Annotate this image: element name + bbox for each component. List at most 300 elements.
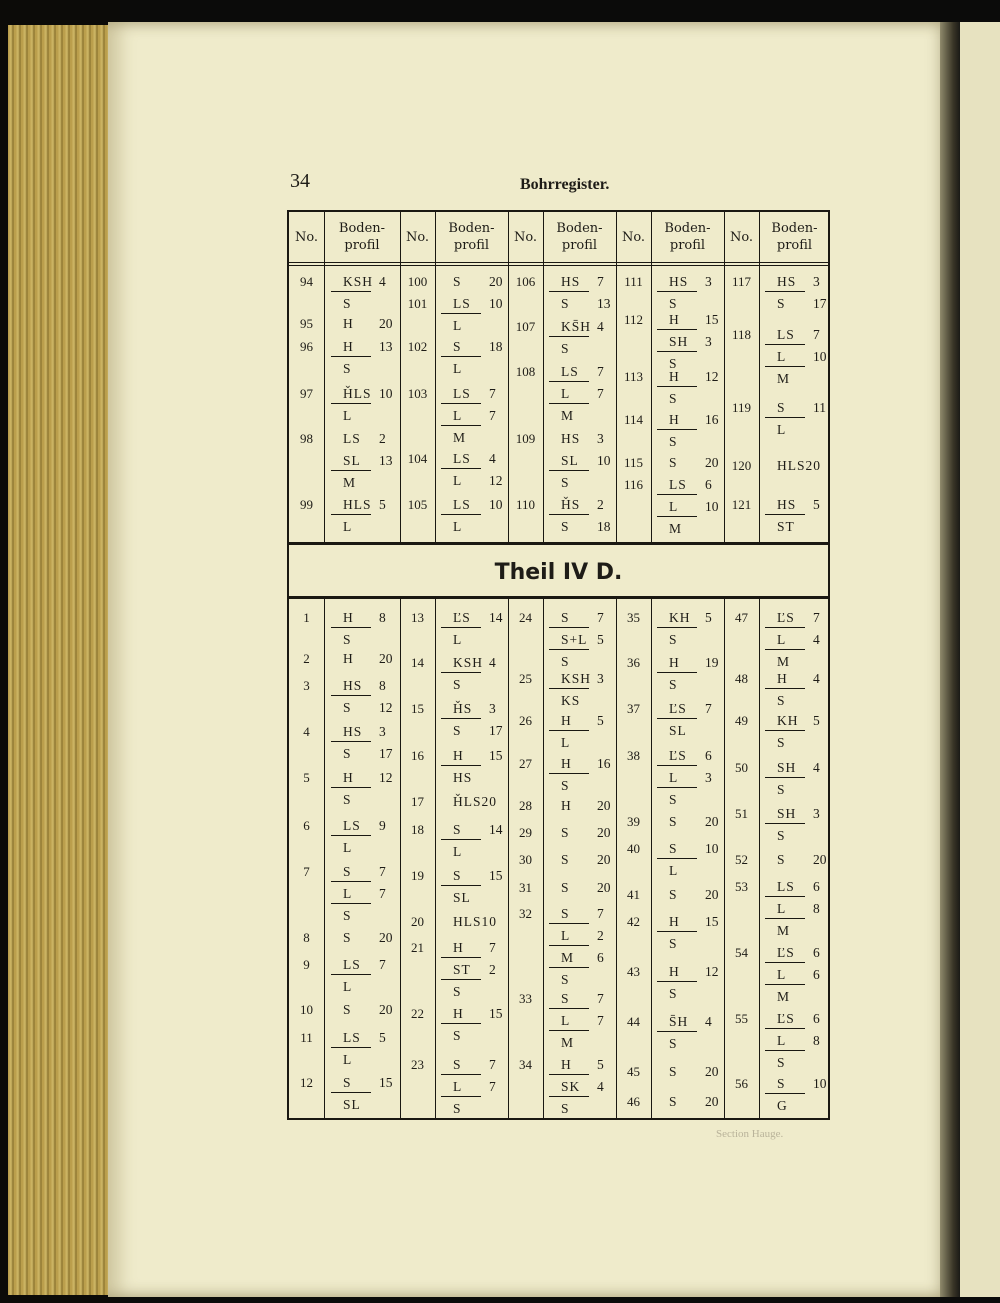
layer-code: M bbox=[669, 521, 683, 536]
layer-depth: 12 bbox=[379, 770, 393, 785]
borehole-number: 10 bbox=[300, 1002, 313, 1017]
layer-code: HLS10 bbox=[453, 914, 498, 929]
layer-code: LS bbox=[343, 818, 361, 833]
borehole-number: 5 bbox=[303, 770, 310, 785]
layer-code: H bbox=[343, 316, 354, 331]
layer-code: S bbox=[343, 1075, 352, 1090]
layer-code: H bbox=[343, 770, 354, 785]
layer-code: LS bbox=[453, 451, 471, 466]
borehole-number: 103 bbox=[407, 386, 428, 401]
column-rule bbox=[400, 212, 401, 542]
column-rule bbox=[724, 212, 725, 542]
layer-code: L bbox=[777, 967, 787, 982]
layer-code: LS bbox=[453, 296, 471, 311]
layer-code: ȞLS bbox=[343, 386, 372, 401]
layer-depth: 7 bbox=[489, 940, 496, 955]
borehole-number: 38 bbox=[627, 748, 640, 763]
profile-layer bbox=[765, 806, 820, 824]
borehole-number: 97 bbox=[300, 386, 313, 401]
borehole-number: 37 bbox=[627, 701, 640, 716]
profile-layer bbox=[331, 386, 393, 404]
layer-depth: 10 bbox=[813, 1076, 827, 1091]
layer-code: ST bbox=[777, 519, 795, 534]
layer-code: S bbox=[777, 1076, 786, 1091]
layer-code: L bbox=[453, 408, 463, 423]
layer-code: H bbox=[343, 339, 354, 354]
layer-code: S bbox=[669, 841, 678, 856]
profile-layer bbox=[657, 610, 712, 628]
layer-depth: 8 bbox=[813, 1033, 820, 1048]
borehole-number: 8 bbox=[303, 930, 310, 945]
layer-code: L bbox=[453, 519, 463, 534]
layer-code: S bbox=[343, 908, 352, 923]
page-number: 34 bbox=[290, 170, 310, 192]
profile-layer bbox=[765, 1076, 827, 1094]
layer-code: S bbox=[777, 782, 786, 797]
borehole-number: 55 bbox=[735, 1011, 748, 1026]
layer-code: L bbox=[669, 863, 679, 878]
profile-layer bbox=[331, 1030, 386, 1048]
profile-layer bbox=[441, 940, 496, 958]
layer-depth: 6 bbox=[705, 748, 712, 763]
profile-layer bbox=[657, 477, 712, 495]
layer-depth: 17 bbox=[379, 746, 393, 761]
layer-code: S bbox=[669, 1036, 678, 1051]
layer-code: S bbox=[669, 936, 678, 951]
layer-code: LS bbox=[343, 957, 361, 972]
profile-layer bbox=[765, 632, 820, 650]
profile-layer bbox=[331, 678, 386, 696]
borehole-number: 99 bbox=[300, 497, 313, 512]
layer-depth: 20 bbox=[705, 887, 719, 902]
profile-layer bbox=[331, 497, 386, 515]
layer-code: S bbox=[453, 1101, 462, 1116]
layer-code: KS̄H bbox=[561, 319, 592, 334]
layer-code: S bbox=[669, 632, 678, 647]
profile-layer bbox=[657, 312, 719, 330]
layer-code: L bbox=[777, 901, 787, 916]
layer-depth: 12 bbox=[705, 369, 719, 384]
profile-layer bbox=[331, 957, 386, 975]
layer-code: S bbox=[669, 356, 678, 371]
borehole-number: 96 bbox=[300, 339, 313, 354]
layer-depth: 8 bbox=[379, 610, 386, 625]
layer-code: L bbox=[343, 979, 353, 994]
layer-code: SH bbox=[777, 760, 797, 775]
layer-code: S bbox=[669, 434, 678, 449]
layer-code: S bbox=[561, 972, 570, 987]
borehole-number: 110 bbox=[515, 497, 536, 512]
section-title: Theil IV D. bbox=[494, 560, 623, 585]
borehole-number: 6 bbox=[303, 818, 310, 833]
layer-depth: 9 bbox=[379, 818, 386, 833]
borehole-number: 1 bbox=[303, 610, 310, 625]
section-rule-bottom bbox=[289, 596, 828, 599]
layer-code: H bbox=[669, 655, 680, 670]
layer-code: LS bbox=[343, 431, 361, 446]
profile-layer bbox=[331, 610, 386, 628]
borehole-number: 50 bbox=[735, 760, 748, 775]
profile-layer bbox=[441, 748, 503, 766]
borehole-number: 9 bbox=[303, 957, 310, 972]
layer-depth: 4 bbox=[597, 1079, 604, 1094]
layer-code: HS bbox=[777, 497, 797, 512]
layer-depth: 2 bbox=[597, 497, 604, 512]
profile-layer bbox=[765, 760, 820, 778]
layer-code: S bbox=[777, 735, 786, 750]
profile-layer bbox=[549, 1013, 604, 1031]
layer-code: H bbox=[561, 713, 572, 728]
layer-code: S bbox=[669, 814, 678, 829]
layer-code: ĽS bbox=[777, 1011, 795, 1026]
borehole-number: 12 bbox=[300, 1075, 313, 1090]
profile-layer bbox=[331, 339, 393, 357]
layer-code: SH bbox=[777, 806, 797, 821]
layer-code: S bbox=[453, 984, 462, 999]
profile-layer bbox=[331, 1075, 393, 1093]
layer-code: HS bbox=[561, 274, 581, 289]
layer-depth: 20 bbox=[489, 274, 503, 289]
layer-depth: 13 bbox=[379, 339, 393, 354]
layer-depth: 3 bbox=[489, 701, 496, 716]
profile-layer bbox=[549, 319, 604, 337]
layer-code: S bbox=[561, 519, 570, 534]
layer-code: LS bbox=[777, 327, 795, 342]
layer-depth: 7 bbox=[813, 327, 820, 342]
column-rule bbox=[400, 596, 401, 1120]
layer-depth: 12 bbox=[489, 473, 503, 488]
layer-depth: 3 bbox=[379, 724, 386, 739]
profile-layer bbox=[441, 451, 496, 469]
layer-depth: 20 bbox=[597, 880, 611, 895]
borehole-number: 107 bbox=[515, 319, 536, 334]
layer-depth: 3 bbox=[813, 806, 820, 821]
borehole-number: 4 bbox=[303, 724, 310, 739]
layer-code: S bbox=[561, 296, 570, 311]
layer-code: ST bbox=[453, 962, 471, 977]
borehole-number: 28 bbox=[519, 798, 532, 813]
layer-code: S bbox=[561, 880, 570, 895]
borehole-number: 95 bbox=[300, 316, 313, 331]
layer-code: S bbox=[561, 852, 570, 867]
layer-depth: 7 bbox=[597, 364, 604, 379]
layer-depth: 10 bbox=[597, 453, 611, 468]
layer-depth: 10 bbox=[705, 841, 719, 856]
borehole-number: 49 bbox=[735, 713, 748, 728]
profile-layer bbox=[549, 1057, 604, 1075]
borehole-number: 33 bbox=[519, 991, 532, 1006]
section-rule-top bbox=[289, 542, 828, 545]
layer-code: S+L bbox=[561, 632, 588, 647]
profile-layer bbox=[441, 497, 503, 515]
bleed-through-text: Section Hauge. bbox=[716, 1128, 784, 1140]
profile-layer bbox=[549, 497, 604, 515]
layer-code: H bbox=[561, 756, 572, 771]
header-no: No. bbox=[729, 229, 754, 245]
profile-layer bbox=[765, 945, 820, 963]
borehole-number: 121 bbox=[731, 497, 752, 512]
layer-depth: 20 bbox=[597, 852, 611, 867]
header-no: No. bbox=[621, 229, 646, 245]
layer-code: L bbox=[453, 318, 463, 333]
borehole-number: 56 bbox=[735, 1076, 748, 1091]
layer-code: L bbox=[669, 770, 679, 785]
layer-code: L bbox=[561, 386, 571, 401]
borehole-number: 23 bbox=[411, 1057, 424, 1072]
layer-code: L bbox=[561, 928, 571, 943]
layer-code: S bbox=[669, 455, 678, 470]
borehole-number: 35 bbox=[627, 610, 640, 625]
borehole-number: 108 bbox=[515, 364, 536, 379]
layer-depth: 6 bbox=[813, 879, 820, 894]
layer-code: M bbox=[561, 1035, 575, 1050]
borehole-number: 115 bbox=[623, 455, 644, 470]
profile-layer bbox=[657, 914, 719, 932]
layer-code: S bbox=[343, 864, 352, 879]
borehole-number: 22 bbox=[411, 1006, 424, 1021]
layer-code: KH bbox=[669, 610, 691, 625]
column-rule bbox=[543, 596, 544, 1120]
page-stack-edge bbox=[8, 25, 120, 1295]
profile-layer bbox=[657, 748, 712, 766]
layer-code: ȞS bbox=[561, 497, 581, 512]
profile-layer bbox=[441, 655, 496, 673]
column-rule bbox=[651, 596, 652, 1120]
layer-depth: 6 bbox=[813, 945, 820, 960]
borehole-number: 7 bbox=[303, 864, 310, 879]
layer-code: SK bbox=[561, 1079, 581, 1094]
profile-layer bbox=[549, 610, 604, 628]
profile-layer bbox=[765, 274, 820, 292]
borehole-register-table bbox=[287, 210, 830, 1120]
layer-code: S bbox=[343, 746, 352, 761]
borehole-number: 20 bbox=[411, 914, 424, 929]
profile-layer bbox=[441, 408, 496, 426]
layer-depth: 7 bbox=[489, 1057, 496, 1072]
profile-layer bbox=[765, 901, 820, 919]
layer-code: KSH bbox=[561, 671, 592, 686]
layer-code: L bbox=[343, 886, 353, 901]
layer-depth: 3 bbox=[813, 274, 820, 289]
layer-code: KS bbox=[561, 693, 581, 708]
profile-layer bbox=[441, 296, 503, 314]
layer-code: L bbox=[777, 1033, 787, 1048]
profile-layer bbox=[331, 274, 386, 292]
layer-depth: 7 bbox=[597, 906, 604, 921]
profile-layer bbox=[549, 991, 604, 1009]
layer-depth: 12 bbox=[379, 700, 393, 715]
borehole-number: 29 bbox=[519, 825, 532, 840]
layer-depth: 20 bbox=[705, 1094, 719, 1109]
layer-code: S bbox=[561, 475, 570, 490]
layer-code: M bbox=[777, 923, 791, 938]
layer-depth: 18 bbox=[597, 519, 611, 534]
borehole-number: 27 bbox=[519, 756, 532, 771]
profile-layer bbox=[549, 713, 604, 731]
borehole-number: 46 bbox=[627, 1094, 640, 1109]
borehole-number: 45 bbox=[627, 1064, 640, 1079]
layer-depth: 18 bbox=[489, 339, 503, 354]
layer-code: ĽS bbox=[777, 945, 795, 960]
layer-code: HLS20 bbox=[777, 458, 822, 473]
profile-layer bbox=[441, 386, 496, 404]
layer-depth: 5 bbox=[705, 610, 712, 625]
borehole-number: 31 bbox=[519, 880, 532, 895]
borehole-number: 51 bbox=[735, 806, 748, 821]
layer-code: S bbox=[453, 1028, 462, 1043]
layer-code: S bbox=[343, 930, 352, 945]
profile-layer bbox=[331, 724, 386, 742]
layer-code: KSH bbox=[453, 655, 484, 670]
layer-code: L bbox=[453, 844, 463, 859]
layer-depth: 20 bbox=[379, 316, 393, 331]
profile-layer bbox=[549, 906, 604, 924]
borehole-number: 30 bbox=[519, 852, 532, 867]
borehole-number: 2 bbox=[303, 651, 310, 666]
layer-depth: 20 bbox=[379, 651, 393, 666]
layer-code: S bbox=[669, 296, 678, 311]
profile-layer bbox=[657, 369, 719, 387]
layer-depth: 20 bbox=[705, 455, 719, 470]
layer-depth: 10 bbox=[489, 497, 503, 512]
profile-layer bbox=[765, 1011, 820, 1029]
layer-depth: 15 bbox=[705, 312, 719, 327]
book-gutter bbox=[940, 22, 962, 1297]
layer-depth: 5 bbox=[597, 1057, 604, 1072]
layer-depth: 13 bbox=[379, 453, 393, 468]
header-profil: Boden- profil bbox=[556, 221, 603, 253]
layer-depth: 7 bbox=[489, 408, 496, 423]
borehole-number: 109 bbox=[515, 431, 536, 446]
layer-depth: 3 bbox=[597, 431, 604, 446]
layer-code: H bbox=[561, 1057, 572, 1072]
profile-layer bbox=[657, 770, 712, 788]
layer-code: S bbox=[669, 1094, 678, 1109]
profile-layer bbox=[441, 868, 503, 886]
profile-layer bbox=[441, 1079, 496, 1097]
layer-code: ȞLS20 bbox=[453, 794, 498, 809]
profile-layer bbox=[657, 964, 719, 982]
layer-code: S bbox=[669, 792, 678, 807]
layer-depth: 20 bbox=[379, 1002, 393, 1017]
layer-code: S bbox=[561, 654, 570, 669]
layer-code: S bbox=[561, 610, 570, 625]
layer-code: S bbox=[343, 632, 352, 647]
profile-layer bbox=[549, 386, 604, 404]
header-no: No. bbox=[513, 229, 538, 245]
layer-depth: 5 bbox=[813, 497, 820, 512]
layer-code: L bbox=[343, 519, 353, 534]
layer-code: H bbox=[669, 312, 680, 327]
layer-code: L bbox=[777, 632, 787, 647]
profile-layer bbox=[657, 1014, 712, 1032]
layer-depth: 2 bbox=[489, 962, 496, 977]
layer-code: L bbox=[343, 408, 353, 423]
layer-code: S bbox=[669, 986, 678, 1001]
layer-depth: 7 bbox=[813, 610, 820, 625]
borehole-number: 16 bbox=[411, 748, 424, 763]
layer-code: ĽS bbox=[669, 701, 687, 716]
profile-layer bbox=[549, 950, 604, 968]
profile-layer bbox=[549, 928, 604, 946]
layer-code: S bbox=[669, 1064, 678, 1079]
header-profil: Boden- profil bbox=[448, 221, 495, 253]
layer-code: L bbox=[343, 1052, 353, 1067]
profile-layer bbox=[765, 400, 826, 418]
borehole-number: 94 bbox=[300, 274, 313, 289]
layer-code: LS bbox=[453, 497, 471, 512]
facing-page-edge bbox=[960, 22, 1000, 1297]
layer-code: L bbox=[453, 632, 463, 647]
layer-code: HS bbox=[453, 770, 473, 785]
layer-depth: 6 bbox=[597, 950, 604, 965]
profile-layer bbox=[765, 610, 820, 628]
layer-code: SL bbox=[561, 453, 579, 468]
layer-depth: 4 bbox=[813, 632, 820, 647]
layer-depth: 7 bbox=[379, 864, 386, 879]
layer-code: L bbox=[343, 840, 353, 855]
profile-layer bbox=[441, 962, 496, 980]
layer-depth: 2 bbox=[379, 431, 386, 446]
layer-code: HS bbox=[669, 274, 689, 289]
column-rule bbox=[435, 212, 436, 542]
layer-code: L bbox=[453, 361, 463, 376]
layer-depth: 7 bbox=[705, 701, 712, 716]
layer-code: H bbox=[343, 610, 354, 625]
layer-code: H bbox=[669, 914, 680, 929]
borehole-number: 41 bbox=[627, 887, 640, 902]
borehole-number: 24 bbox=[519, 610, 532, 625]
layer-code: M bbox=[777, 654, 791, 669]
layer-code: H bbox=[669, 412, 680, 427]
borehole-number: 26 bbox=[519, 713, 532, 728]
layer-code: HS bbox=[777, 274, 797, 289]
table-header bbox=[289, 212, 828, 266]
layer-code: SL bbox=[453, 890, 471, 905]
column-rule bbox=[543, 212, 544, 542]
layer-depth: 10 bbox=[705, 499, 719, 514]
layer-depth: 15 bbox=[489, 748, 503, 763]
layer-code: S bbox=[343, 700, 352, 715]
profile-layer bbox=[331, 818, 386, 836]
layer-code: S bbox=[777, 400, 786, 415]
layer-depth: 2 bbox=[597, 928, 604, 943]
layer-code: L bbox=[777, 349, 787, 364]
layer-code: L bbox=[453, 1079, 463, 1094]
profile-layer bbox=[441, 610, 503, 628]
layer-code: LS bbox=[669, 477, 687, 492]
profile-layer bbox=[765, 497, 820, 515]
borehole-number: 105 bbox=[407, 497, 428, 512]
layer-code: S bbox=[669, 677, 678, 692]
layer-code: S bbox=[777, 1055, 786, 1070]
borehole-number: 19 bbox=[411, 868, 424, 883]
layer-code: S bbox=[453, 868, 462, 883]
layer-depth: 6 bbox=[813, 967, 820, 982]
layer-code: H bbox=[561, 798, 572, 813]
layer-code: S bbox=[777, 693, 786, 708]
column-rule bbox=[759, 596, 760, 1120]
borehole-number: 118 bbox=[731, 327, 752, 342]
profile-layer bbox=[657, 499, 719, 517]
layer-code: L bbox=[669, 499, 679, 514]
profile-layer bbox=[331, 886, 386, 904]
profile-layer bbox=[549, 1079, 604, 1097]
layer-depth: 15 bbox=[489, 1006, 503, 1021]
layer-code: S bbox=[777, 852, 786, 867]
layer-code: S bbox=[669, 391, 678, 406]
layer-code: L bbox=[453, 473, 463, 488]
